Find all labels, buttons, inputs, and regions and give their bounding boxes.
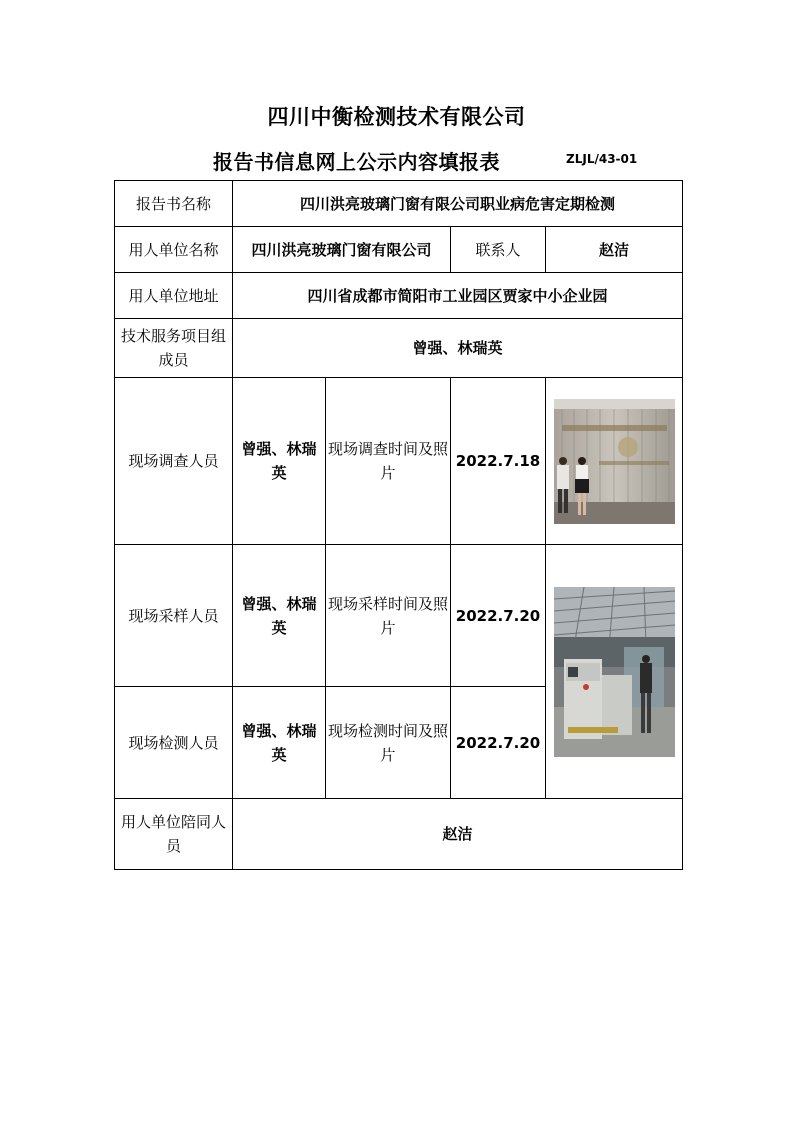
form-title: 报告书信息网上公示内容填报表 [213,150,500,174]
sampling-photo [554,587,675,757]
testing-time-label: 现场检测时间及照片 [326,687,451,799]
report-name-label: 报告书名称 [115,181,233,227]
testing-people: 曾强、林瑞英 [233,687,326,799]
report-name-row [115,181,683,227]
accompany-row [115,799,683,870]
sampling-time-label: 现场采样时间及照片 [326,545,451,687]
service-team-row [115,319,683,378]
employer-name-label: 用人单位名称 [115,227,233,273]
testing-label: 现场检测人员 [115,687,233,799]
survey-time-label: 现场调查时间及照片 [326,378,451,545]
service-team-value: 曾强、林瑞英 [233,319,683,378]
employer-address-label: 用人单位地址 [115,273,233,319]
survey-people: 曾强、林瑞英 [233,378,326,545]
survey-label: 现场调查人员 [115,378,233,545]
info-form-table [114,180,683,870]
sampling-date: 2022.7.20 [451,545,546,687]
sampling-photo-cell [546,545,683,799]
service-team-label: 技术服务项目组成员 [115,319,233,378]
testing-date: 2022.7.20 [451,687,546,799]
survey-date: 2022.7.18 [451,378,546,545]
employer-name-row [115,227,683,273]
survey-row [115,378,683,545]
employer-name-value: 四川洪亮玻璃门窗有限公司 [233,227,451,273]
sampling-people: 曾强、林瑞英 [233,545,326,687]
survey-photo-cell [546,378,683,545]
accompany-label: 用人单位陪同人员 [115,799,233,870]
sampling-row [115,545,683,687]
employer-address-row [115,273,683,319]
survey-photo [554,399,675,524]
company-name: 四川中衡检测技术有限公司 [267,105,526,129]
employer-address-value: 四川省成都市简阳市工业园区贾家中小企业园 [233,273,683,319]
sampling-label: 现场采样人员 [115,545,233,687]
report-name-value: 四川洪亮玻璃门窗有限公司职业病危害定期检测 [233,181,683,227]
accompany-value: 赵洁 [233,799,683,870]
form-code: ZLJL/43-01 [566,152,638,166]
contact-label: 联系人 [451,227,546,273]
contact-value: 赵洁 [546,227,683,273]
